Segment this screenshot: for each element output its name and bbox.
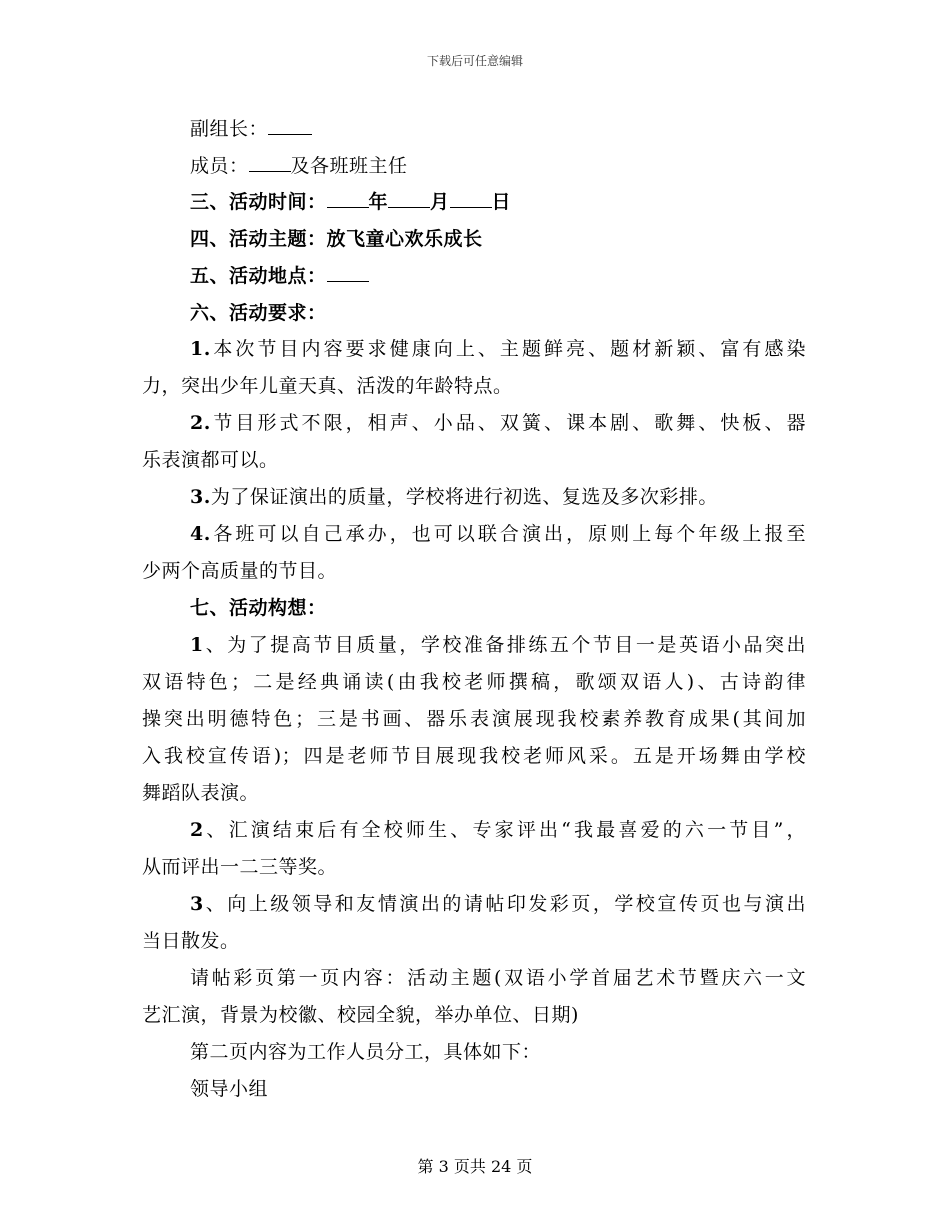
item-number: 2.: [190, 412, 211, 434]
requirement-2-line-2: 乐表演都可以。: [142, 449, 279, 471]
month-label: 月: [430, 191, 450, 213]
item-text: 为了保证演出的质量，学校将进行初选、复选及多次彩排。: [210, 486, 718, 508]
item-number: 1.: [190, 338, 211, 360]
section-5-location: [190, 263, 369, 289]
page-footer: 第 3 页共 24 页: [417, 1157, 533, 1176]
requirement-1-line-1: [190, 336, 806, 362]
vice-leader-line: [190, 116, 312, 142]
item-text: 、向上级领导和友情演出的请帖印发彩页，学校宣传页也与演出: [203, 893, 806, 915]
members-label: 成员：: [190, 155, 249, 177]
section-6-requirements: 六、活动要求：: [190, 302, 327, 324]
item-text: 、汇演结束后有全校师生、专家评出“我最喜爱的六一节目”，: [203, 819, 806, 841]
requirement-2-line-1: [190, 410, 806, 436]
item-text: 各班可以自己承办，也可以联合演出，原则上每个年级上报至: [210, 523, 806, 545]
invitation-line-2: 艺汇演，背景为校徽、校园全貌，举办单位、日期): [142, 1004, 579, 1026]
item-text: 、为了提高节目质量，学校准备排练五个节目一是英语小品突出: [203, 634, 806, 656]
requirement-1-line-2: 力，突出少年儿童天真、活泼的年龄特点。: [142, 375, 513, 397]
item-number: 1: [190, 634, 204, 656]
requirement-4-line-2: 少两个高质量的节目。: [142, 560, 338, 582]
idea-2-line-1: [190, 817, 806, 843]
section-3-time: [190, 189, 511, 215]
idea-2-line-2: 从而评出一二三等奖。: [142, 856, 338, 878]
item-number: 4.: [190, 523, 211, 545]
idea-1-line-5: 舞蹈队表演。: [142, 782, 260, 804]
item-text: 节目形式不限，相声、小品、双簧、课本剧、歌舞、快板、器: [210, 412, 806, 434]
item-number: 3: [190, 893, 204, 915]
idea-3-line-1: [190, 891, 806, 917]
blank-underline: [327, 263, 369, 282]
section-7-ideas: 七、活动构想：: [190, 597, 327, 619]
section-3-label: 三、活动时间：: [190, 191, 327, 213]
item-number: 3.: [190, 486, 211, 508]
page-header: 下载后可任意编辑: [426, 54, 523, 68]
idea-1-line-3: 操突出明德特色；三是书画、器乐表演展现我校素养教育成果(其间加: [142, 708, 806, 730]
blank-underline: [249, 153, 291, 172]
members-line: [190, 153, 408, 179]
year-label: 年: [368, 191, 389, 213]
invitation-line-1: 请帖彩页第一页内容：活动主题(双语小学首届艺术节暨庆六一文: [190, 967, 806, 989]
day-label: 日: [491, 191, 512, 213]
members-suffix: 及各班班主任: [290, 155, 408, 177]
requirement-3-line-1: [190, 484, 718, 510]
vice-leader-label: 副组长：: [190, 118, 269, 140]
idea-3-line-2: 当日散发。: [142, 930, 240, 952]
requirement-4-line-1: [190, 521, 806, 547]
leader-group-heading: 领导小组: [190, 1078, 269, 1100]
blank-underline: [450, 189, 492, 208]
page-two-line: 第二页内容为工作人员分工，具体如下：: [190, 1041, 542, 1063]
idea-1-line-1: [190, 632, 806, 658]
section-4-theme: 四、活动主题：放飞童心欢乐成长: [190, 228, 483, 250]
blank-underline: [388, 189, 430, 208]
item-number: 2: [190, 819, 204, 841]
section-5-label: 五、活动地点：: [190, 265, 327, 287]
idea-1-line-2: 双语特色；二是经典诵读(由我校老师撰稿，歌颂双语人)、古诗韵律: [142, 671, 806, 693]
item-text: 本次节目内容要求健康向上、主题鲜亮、题材新颖、富有感染: [210, 338, 806, 360]
idea-1-line-4: 入我校宣传语)；四是老师节目展现我校老师风采。五是开场舞由学校: [142, 745, 806, 767]
blank-underline: [268, 116, 312, 135]
blank-underline: [327, 189, 369, 208]
